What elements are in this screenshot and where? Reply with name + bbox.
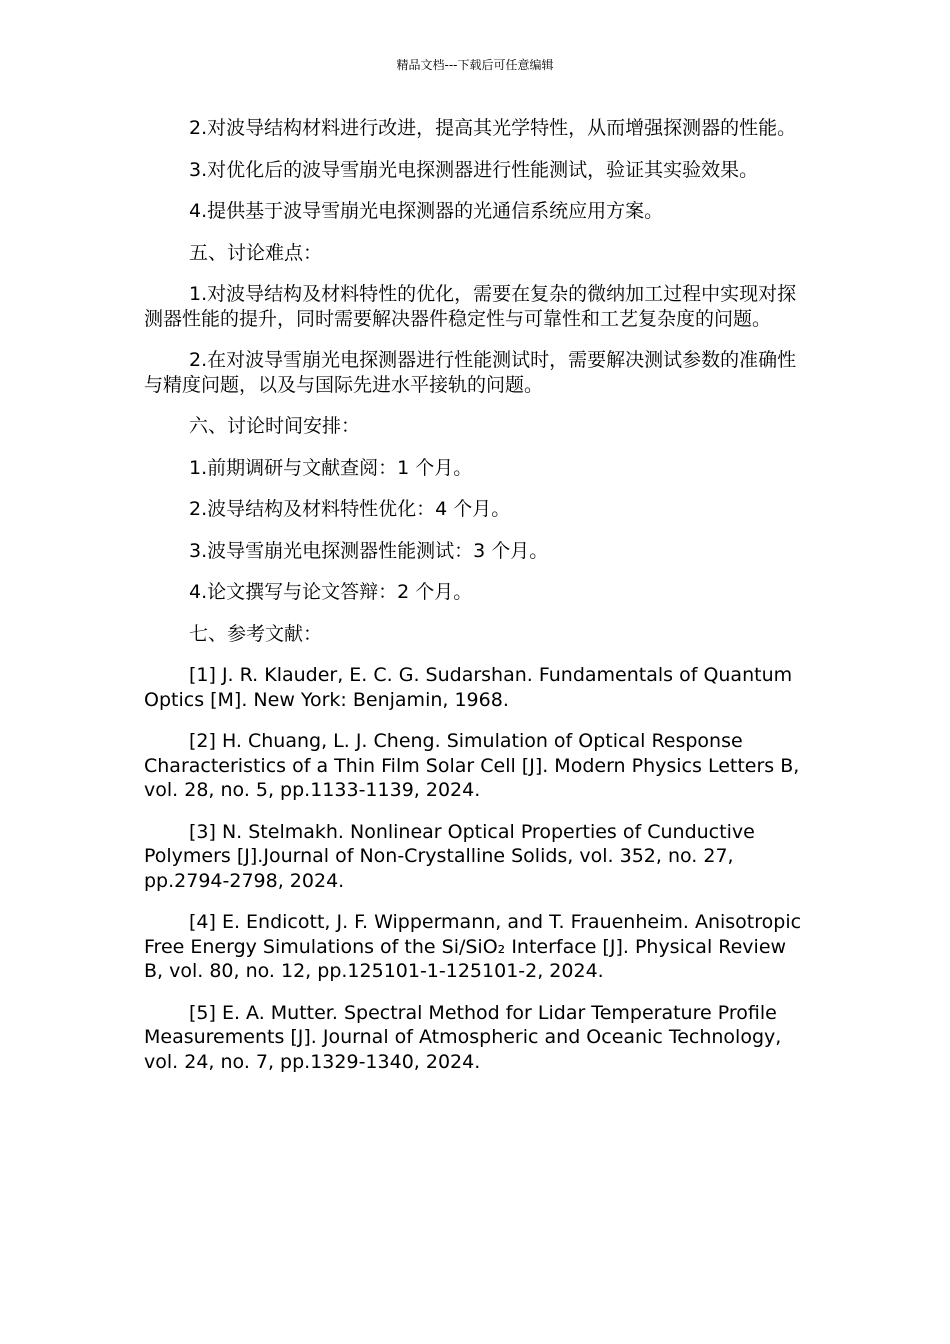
difficulty-item-2: 2.在对波导雪崩光电探测器进行性能测试时，需要解决测试参数的准确性与精度问题，以及与国际先进水平接轨的问题。 <box>144 349 797 396</box>
section-heading-schedule: 六、讨论时间安排： <box>189 415 361 437</box>
reference-item-3: [3] N. Stelmakh. Nonlinear Optical Properties of Cunductive Polymers [J].Journal of Non-Crystalline Solids, vol. 352, no. 27, pp.2794-2798, 2024. <box>144 820 755 892</box>
schedule-item-1: 1.前期调研与文献查阅：1 个月。 <box>189 456 473 479</box>
section-heading-difficulties: 五、讨论难点： <box>189 241 323 264</box>
objective-item-2: 2.对波导结构材料进行改进，提高其光学特性，从而增强探测器的性能。 <box>189 117 797 139</box>
schedule-item-2: 2.波导结构及材料特性优化：4 个月。 <box>189 498 511 520</box>
difficulty-item-1: 1.对波导结构及材料特性的优化，需要在复杂的微纳加工过程中实现对探测器性能的提升，同时需要解决器件稳定性与可靠性和工艺复杂度的问题。 <box>144 283 797 330</box>
objective-item-3: 3.对优化后的波导雪崩光电探测器进行性能测试，验证其实验效果。 <box>189 158 759 181</box>
schedule-item-4: 4.论文撰写与论文答辩：2 个月。 <box>189 581 473 603</box>
section-heading-references: 七、参考文献： <box>189 622 323 645</box>
reference-item-5: [5] E. A. Mutter. Spectral Method for Lidar Temperature Profile Measurements [J]. Journal of Atmospheric and Oceanic Technology, vol. 24, no. 7, pp.1329-1340, 2024. <box>144 1001 782 1073</box>
page-header: 精品文档---下载后可任意编辑 <box>396 58 554 72</box>
reference-item-4: [4] E. Endicott, J. F. Wippermann, and T. Frauenheim. Anisotropic Free Energy Simulations of the Si/SiO₂ Interface [J]. Physical Review B, vol. 80, no. 12, pp.125101-1-125101-2, 2024. <box>144 911 802 982</box>
schedule-item-3: 3.波导雪崩光电探测器性能测试：3 个月。 <box>189 539 549 562</box>
document-body <box>144 116 804 1074</box>
objective-item-4: 4.提供基于波导雪崩光电探测器的光通信系统应用方案。 <box>189 200 664 222</box>
reference-item-2: [2] H. Chuang, L. J. Cheng. Simulation of Optical Response Characteristics of a Thin Film Solar Cell [J]. Modern Physics Letters B, vol. 28, no. 5, pp.1133-1139, 2024. <box>144 730 800 801</box>
reference-item-1: [1] J. R. Klauder, E. C. G. Sudarshan. Fundamentals of Quantum Optics [M]. New York: Benjamin, 1968. <box>144 664 793 711</box>
